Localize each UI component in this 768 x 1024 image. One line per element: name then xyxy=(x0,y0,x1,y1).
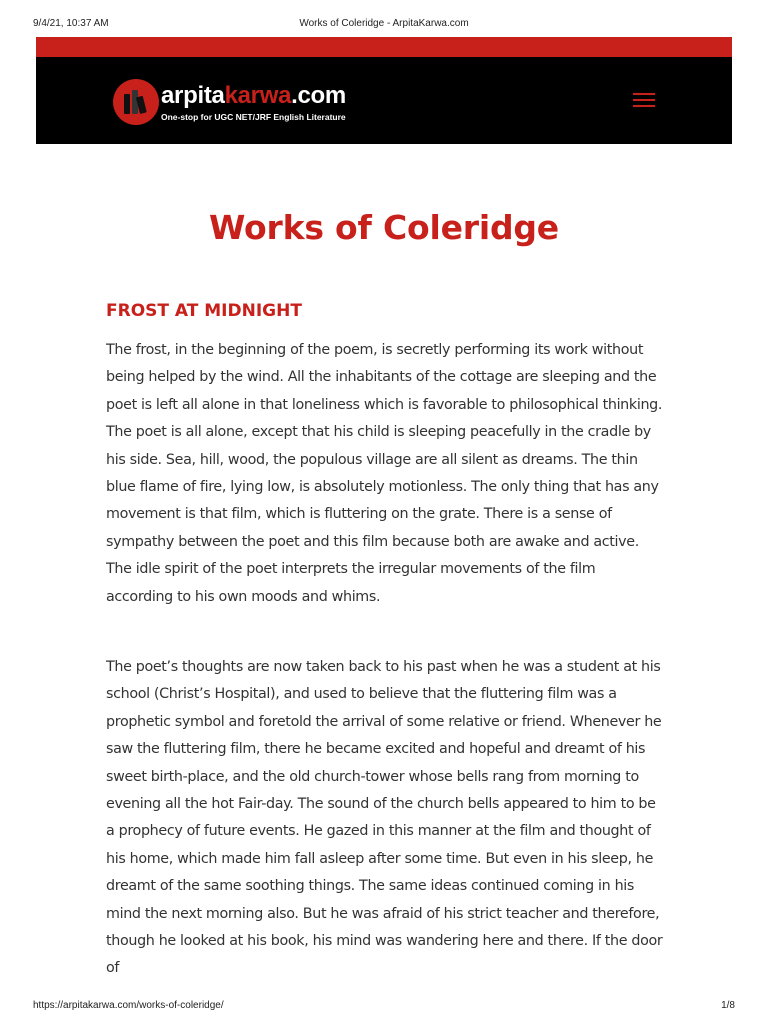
article-paragraph-1: The frost, in the beginning of the poem, is secretly performing its work without being helped by the wind. All the inhabitants of the cottage are sleeping and the poet is left all alone in that loneliness which is favorable to philosophical thinking. The poet is all alone, except that his child is sleeping peacefully in the cradle by his side. Sea, hill, wood, the populous village are all silent as dreams. The thin blue flame of fire, lying low, is absolutely motionless. The only thing that has any movement is that film, which is fluttering on the grate. There is a sense of sympathy between the poet and this film because both are awake and active. The idle spirit of the poet interprets the irregular movements of the film according to his own moods and whims. xyxy=(106,342,663,605)
site-header xyxy=(36,57,732,144)
site-logo[interactable] xyxy=(113,79,373,127)
logo-tagline: One-stop for UGC NET/JRF English Literature xyxy=(161,112,346,122)
logo-wordmark xyxy=(161,82,346,110)
logo-wordmark-part2: karwa xyxy=(224,82,292,109)
print-page-number: 1/8 xyxy=(721,1000,735,1011)
print-header xyxy=(0,0,768,36)
article-paragraph-2: The poet’s thoughts are now taken back to his past when he was a student at his school (Christ’s Hospital), and used to believe that the fluttering film was a prophetic symbol and foretold the arrival of some relative or friend. Whenever he saw the fluttering film, there he became excited and hopeful and dreamt of his sweet birth-place, and the old church-tower whose bells rang from morning to evening all the hot Fair-day. The sound of the church bells appeared to him to be a prophecy of future events. He gazed in this manner at the film and thought of his home, which made him fall asleep after some time. But even in his sleep, he dreamt of the same soothing things. The same ideas continued coming in his mind the next morning also. But he was afraid of his strict teacher and therefore, though he looked at his book, his mind was wandering here and there. If the door of xyxy=(106,659,663,977)
section-heading: FROST AT MIDNIGHT xyxy=(106,301,302,321)
print-datetime: 9/4/21, 10:37 AM xyxy=(33,18,109,29)
page-title: Works of Coleridge xyxy=(209,208,559,247)
logo-wordmark-part3: .com xyxy=(291,82,346,109)
logo-wordmark-part1: arpita xyxy=(161,82,225,109)
print-footer xyxy=(0,994,768,1024)
hamburger-menu-icon[interactable] xyxy=(633,90,657,108)
print-document-title: Works of Coleridge - ArpitaKarwa.com xyxy=(299,18,469,29)
logo-books-icon xyxy=(113,79,159,125)
top-accent-bar xyxy=(36,37,732,57)
print-url[interactable]: https://arpitakarwa.com/works-of-coleridge/ xyxy=(33,1000,224,1011)
